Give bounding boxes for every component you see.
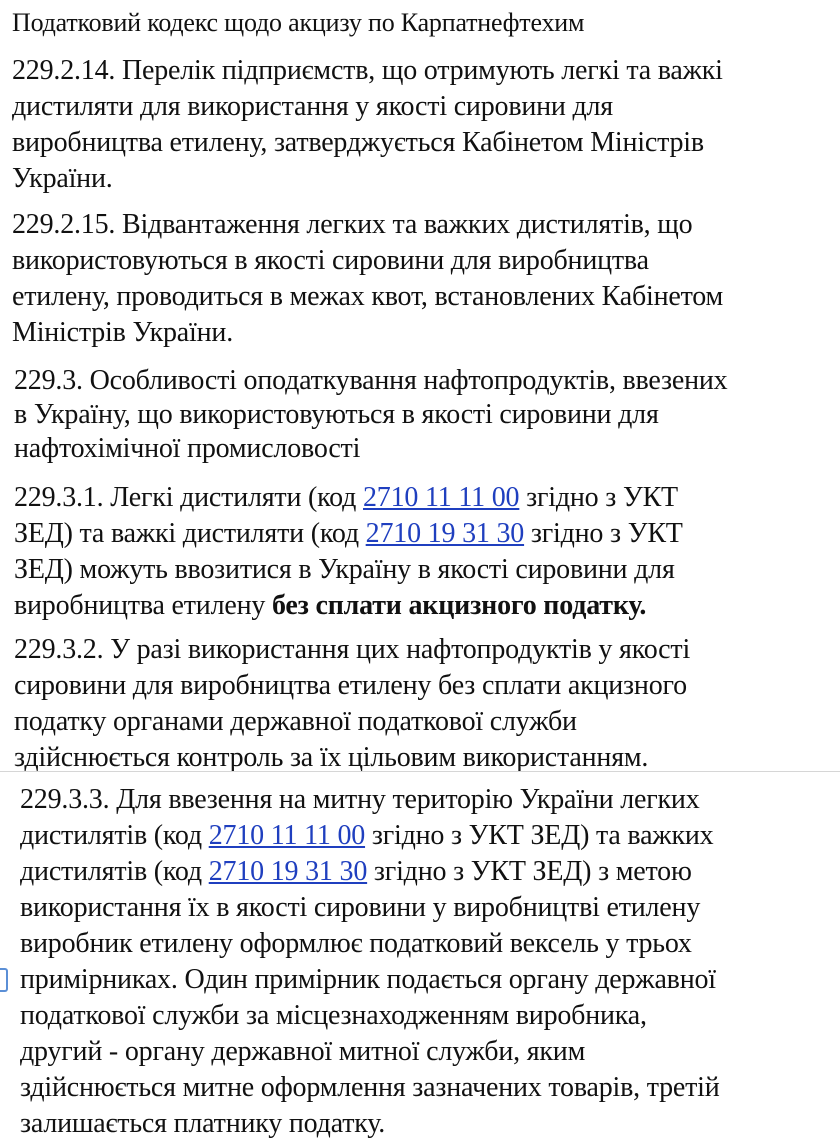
- emphasis-without-excise: без сплати акцизного податку.: [271, 590, 647, 621]
- selection-bracket-icon: [0, 968, 8, 992]
- paragraph-229-3-2: 229.3.2. У разі використання цих нафтопродуктів у якості сировини для виробництва етилену без сплати акцизного податку органами державної податкової служби здійснюється контроль за їх цільовим використанням.: [14, 634, 691, 771]
- code-link-2710-11-11-00[interactable]: 2710 11 11 00: [363, 482, 520, 513]
- title-text: Податковий кодекс щодо акцизу по Карпатнефтехим: [12, 8, 585, 37]
- code-link-2710-19-31-30-b[interactable]: 2710 19 31 30: [208, 856, 368, 887]
- screenshot-seam: [0, 771, 840, 772]
- code-link-2710-19-31-30[interactable]: 2710 19 31 30: [365, 518, 525, 549]
- code-link-2710-11-11-00-b[interactable]: 2710 11 11 00: [208, 820, 366, 851]
